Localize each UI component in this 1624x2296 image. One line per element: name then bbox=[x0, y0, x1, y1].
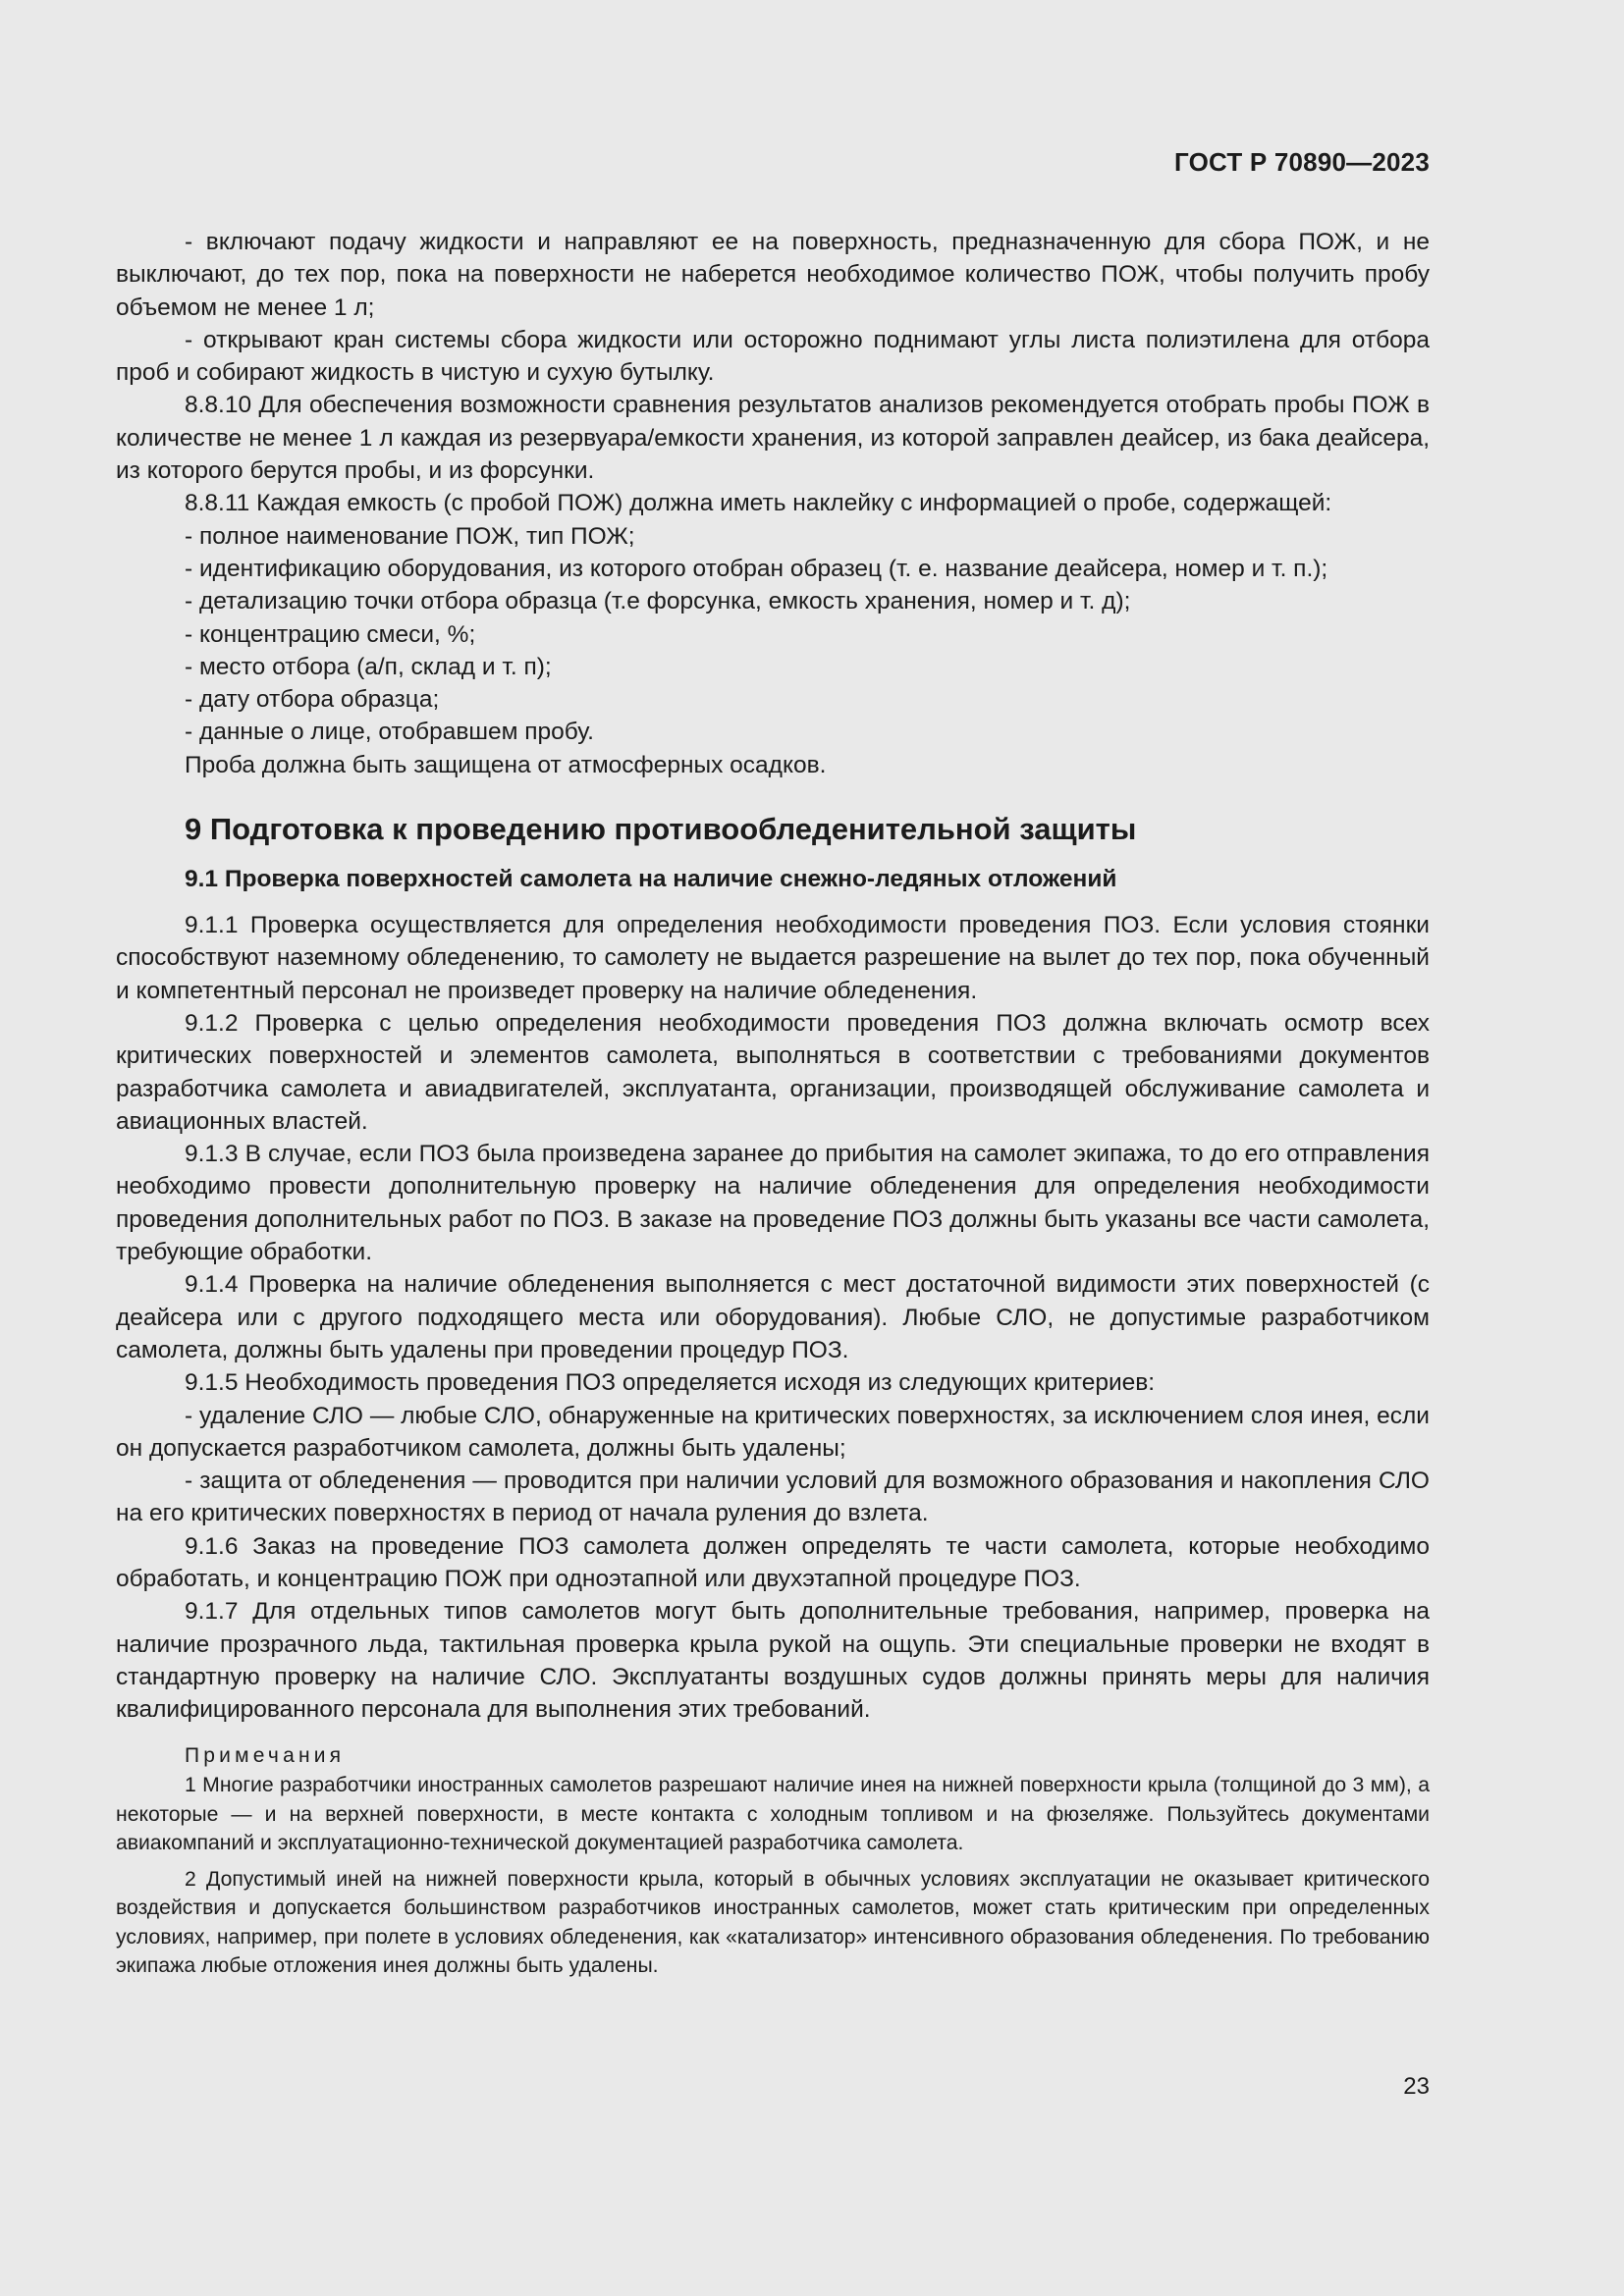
page-number: 23 bbox=[1403, 2073, 1430, 2100]
paragraph: - включают подачу жидкости и направляют ее на поверхность, предназначенную для сбора ПОЖ, и не выключают, до тех пор, пока на поверхности не наберется необходимое количество ПОЖ, чтобы получить пробу объемом не менее 1 л; bbox=[116, 229, 1430, 321]
note-item: 1 Многие разработчики иностранных самолетов разрешают наличие инея на нижней поверхности крыла (толщиной до 3 мм), а некоторые — и на верхней поверхности, в месте контакта с холодным топливом и на фюзеляже. Пользуйтесь документами авиакомпаний и эксплуатационно-технической документацией разработчика самолета. bbox=[116, 1774, 1430, 1855]
list-item: - концентрацию смеси, %; bbox=[185, 620, 476, 648]
paragraph: 9.1.2 Проверка с целью определения необходимости проведения ПОЗ должна включать осмотр всех критических поверхностей и элементов самолета, выполняться в соответствии с требованиями документов разработчика самолета и авиадвигателей, эксплуатанта, организации, производящей обслуживание самолета и авиационных властей. bbox=[116, 1009, 1430, 1135]
paragraph: 9.1.4 Проверка на наличие обледенения выполняется с мест достаточной видимости этих поверхностей (с деайсера или с другого подходящего места или оборудования). Любые СЛО, не допустимые разработчиком самолета, должны быть удалены при проведении процедур ПОЗ. bbox=[116, 1271, 1430, 1363]
list-item: - дату отбора образца; bbox=[185, 686, 440, 714]
list-item: - данные о лице, отобравшем пробу. bbox=[185, 719, 594, 746]
subsection-heading: 9.1 Проверка поверхностей самолета на наличие снежно-ледяных отложений bbox=[185, 866, 1117, 893]
note-item: 2 Допустимый иней на нижней поверхности крыла, который в обычных условиях эксплуатации не оказывает критического воздействия и допускается большинством разработчиков иностранных самолетов, может стать критическим при определенных условиях, например, при полете в условиях обледенения, как «катализатор» интенсивного образования обледенения. По требованию экипажа любые отложения инея должны быть удалены. bbox=[116, 1867, 1430, 1978]
paragraph: 9.1.6 Заказ на проведение ПОЗ самолета должен определять те части самолета, которые необходимо обработать, и концентрацию ПОЖ при одноэтапной или двухэтапной процедуре ПОЗ. bbox=[116, 1532, 1430, 1592]
paragraph: 8.8.10 Для обеспечения возможности сравнения результатов анализов рекомендуется отобрать пробы ПОЖ в количестве не менее 1 л каждая из резервуара/емкости хранения, из которой заправлен деайсер, из бака деайсера, из которого берутся пробы, и из форсунки. bbox=[116, 392, 1430, 485]
list-item: - детализацию точки отбора образца (т.е форсунка, емкость хранения, номер и т. д); bbox=[185, 588, 1131, 615]
paragraph: 9.1.7 Для отдельных типов самолетов могут быть дополнительные требования, например, проверка на наличие прозрачного льда, тактильная проверка крыла рукой на ощупь. Эти специальные проверки не входят в стандартную проверку на наличие СЛО. Эксплуатанты воздушных судов должны принять меры для наличия квалифицированного персонала для выполнения этих требований. bbox=[116, 1598, 1430, 1724]
list-item: - удаление СЛО — любые СЛО, обнаруженные на критических поверхностях, за исключением слоя инея, если он допускается разработчиком самолета, должны быть удалены; bbox=[116, 1402, 1430, 1462]
section-heading: 9 Подготовка к проведению противообледенительной защиты bbox=[185, 812, 1137, 847]
notes-heading: Примечания bbox=[185, 1744, 346, 1768]
paragraph: 9.1.3 В случае, если ПОЗ была произведена заранее до прибытия на самолет экипажа, то до его отправления необходимо провести дополнительную проверку на наличие обледенения для определения необходимости проведения дополнительных работ по ПОЗ. В заказе на проведение ПОЗ должны быть указаны все части самолета, требующие обработки. bbox=[116, 1141, 1430, 1266]
list-item: - идентификацию оборудования, из которого отобран образец (т. е. название деайсера, номер и т. п.); bbox=[185, 555, 1328, 582]
list-item: - защита от обледенения — проводится при наличии условий для возможного образования и накопления СЛО на его критических поверхностях в период от начала руления до взлета. bbox=[116, 1468, 1430, 1527]
list-item: - место отбора (а/п, склад и т. п); bbox=[185, 653, 552, 680]
paragraph: 9.1.5 Необходимость проведения ПОЗ определяется исходя из следующих критериев: bbox=[185, 1369, 1156, 1397]
paragraph: - открывают кран системы сбора жидкости или осторожно поднимают углы листа полиэтилена для отбора проб и собирают жидкость в чистую и сухую бутылку. bbox=[116, 326, 1430, 387]
list-item: - полное наименование ПОЖ, тип ПОЖ; bbox=[185, 522, 635, 550]
page-content bbox=[116, 226, 1430, 1988]
paragraph: 8.8.11 Каждая емкость (с пробой ПОЖ) должна иметь наклейку с информацией о пробе, содержащей: bbox=[185, 490, 1332, 517]
paragraph: Проба должна быть защищена от атмосферных осадков. bbox=[185, 751, 827, 778]
document-id-header: ГОСТ Р 70890—2023 bbox=[1174, 147, 1430, 177]
paragraph: 9.1.1 Проверка осуществляется для определения необходимости проведения ПОЗ. Если условия стоянки способствуют наземному обледенению, то самолету не выдается разрешение на вылет до тех пор, пока обученный и компетентный персонал не произведет проверку на наличие обледенения. bbox=[116, 912, 1430, 1004]
